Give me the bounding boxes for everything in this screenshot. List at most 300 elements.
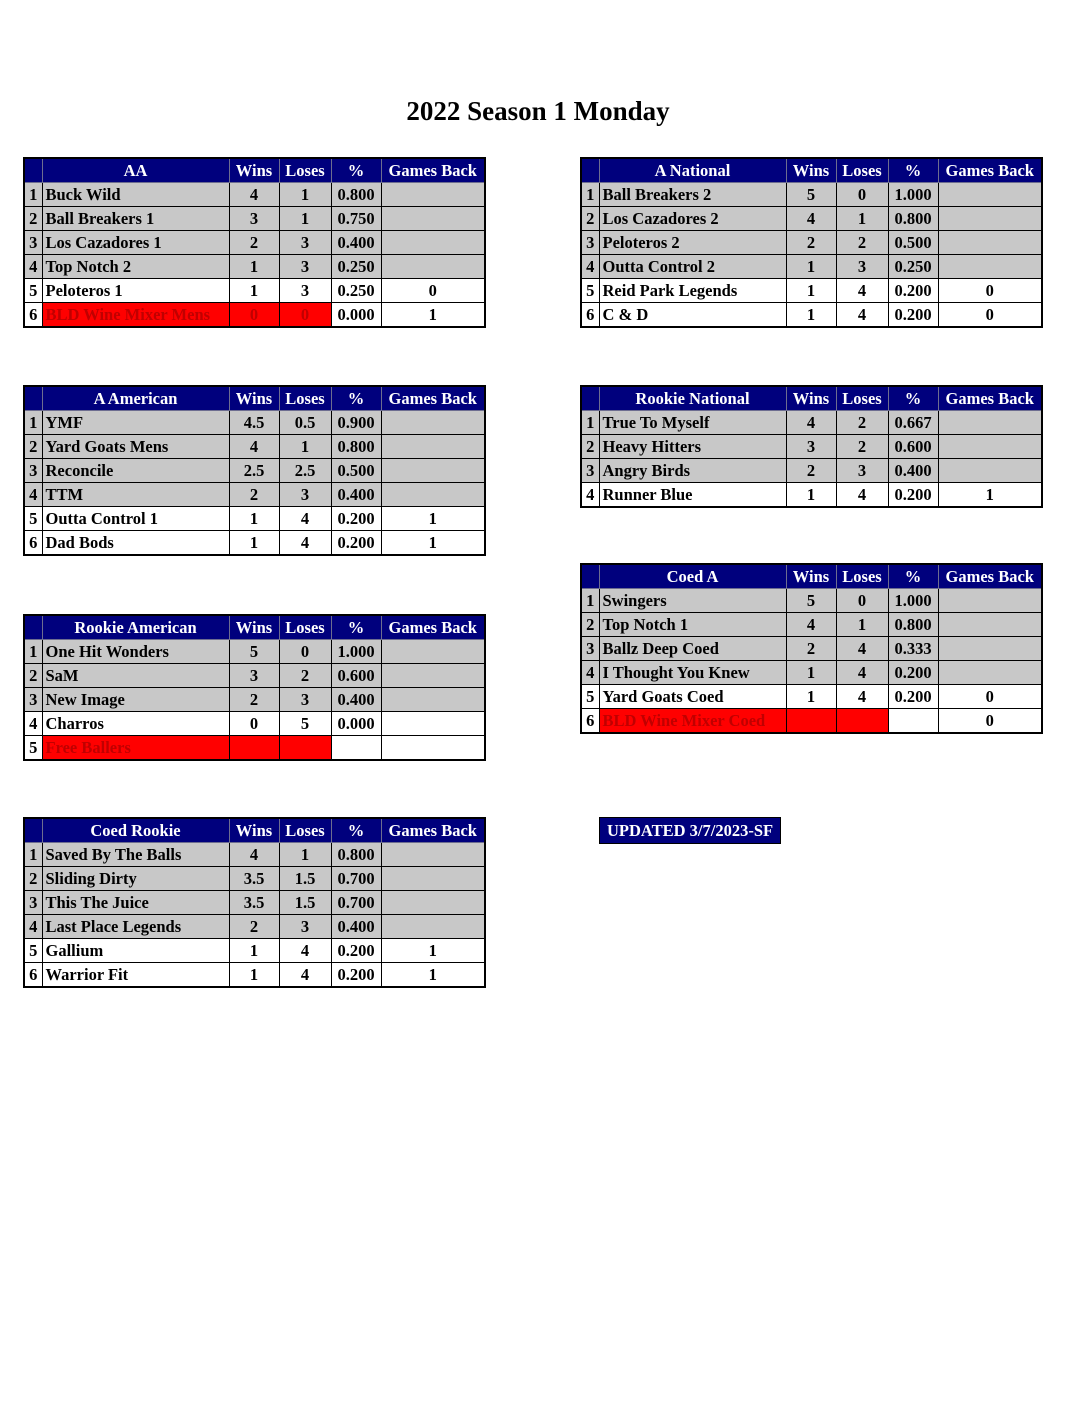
rank-cell: 6 (24, 531, 42, 556)
header-row (581, 386, 1042, 411)
team-name: True To Myself (599, 411, 786, 435)
rank-cell: 2 (581, 613, 599, 637)
loses-cell: 3 (836, 459, 888, 483)
team-name: Buck Wild (42, 183, 229, 207)
wins-cell (229, 736, 279, 761)
rank-cell: 1 (581, 589, 599, 613)
loses-cell: 2 (279, 664, 331, 688)
rank-cell: 3 (24, 231, 42, 255)
table-row (24, 531, 485, 556)
games-back-cell (381, 207, 485, 231)
games-back-cell (938, 231, 1042, 255)
games-back-cell (381, 915, 485, 939)
team-name: Swingers (599, 589, 786, 613)
wins-header: Wins (229, 615, 279, 640)
table-row (581, 435, 1042, 459)
games-back-header: Games Back (381, 158, 485, 183)
games-back-cell: 1 (381, 963, 485, 988)
wins-cell: 5 (786, 589, 836, 613)
rank-cell: 5 (24, 736, 42, 761)
rank-cell: 3 (581, 231, 599, 255)
table-row (581, 685, 1042, 709)
rank-cell: 4 (581, 661, 599, 685)
table-row (24, 939, 485, 963)
games-back-cell: 0 (938, 685, 1042, 709)
header-row (581, 158, 1042, 183)
rank-cell: 5 (581, 685, 599, 709)
division-name: Coed Rookie (42, 818, 229, 843)
games-back-cell (381, 411, 485, 435)
team-name: Free Ballers (42, 736, 229, 761)
loses-cell: 3 (279, 483, 331, 507)
division-name: A American (42, 386, 229, 411)
games-back-cell (381, 867, 485, 891)
loses-cell: 4 (836, 303, 888, 328)
team-name: Outta Control 1 (42, 507, 229, 531)
wins-cell: 3 (229, 207, 279, 231)
updated-badge: UPDATED 3/7/2023-SF (599, 817, 781, 844)
games-back-cell: 1 (938, 483, 1042, 508)
loses-cell: 4 (279, 963, 331, 988)
pct-cell: 0.400 (888, 459, 938, 483)
loses-cell: 4 (279, 531, 331, 556)
pct-header: % (888, 564, 938, 589)
team-name: C & D (599, 303, 786, 328)
rank-header (581, 386, 599, 411)
loses-cell: 0 (836, 183, 888, 207)
pct-cell: 0.800 (888, 207, 938, 231)
table-row (24, 688, 485, 712)
rank-cell: 2 (24, 867, 42, 891)
games-back-header: Games Back (938, 564, 1042, 589)
pct-cell: 0.700 (331, 867, 381, 891)
team-name: Reconcile (42, 459, 229, 483)
team-name: Runner Blue (599, 483, 786, 508)
rank-cell: 1 (24, 183, 42, 207)
rank-cell: 2 (24, 664, 42, 688)
pct-cell: 0.400 (331, 688, 381, 712)
wins-cell: 0 (229, 712, 279, 736)
division-name: A National (599, 158, 786, 183)
wins-header: Wins (229, 158, 279, 183)
wins-cell: 4 (786, 207, 836, 231)
table-row (24, 483, 485, 507)
pct-header: % (888, 386, 938, 411)
loses-cell: 4 (836, 661, 888, 685)
pct-cell: 0.200 (331, 531, 381, 556)
table-row (24, 183, 485, 207)
rank-cell: 1 (24, 640, 42, 664)
table-row (24, 231, 485, 255)
wins-header: Wins (229, 818, 279, 843)
team-name: Saved By The Balls (42, 843, 229, 867)
games-back-cell (938, 459, 1042, 483)
loses-cell: 0 (279, 640, 331, 664)
pct-header: % (331, 818, 381, 843)
rank-cell: 3 (581, 637, 599, 661)
team-name: This The Juice (42, 891, 229, 915)
standings-table-rookie-american (23, 614, 486, 761)
table-row (24, 207, 485, 231)
header-row (24, 818, 485, 843)
pct-cell: 0.000 (331, 303, 381, 328)
loses-cell: 3 (279, 915, 331, 939)
pct-cell: 0.250 (331, 255, 381, 279)
pct-header: % (331, 386, 381, 411)
pct-cell: 0.200 (331, 963, 381, 988)
pct-cell: 1.000 (331, 640, 381, 664)
rank-cell: 3 (24, 459, 42, 483)
loses-cell: 5 (279, 712, 331, 736)
loses-cell: 0 (279, 303, 331, 328)
wins-cell: 5 (229, 640, 279, 664)
header-row (581, 564, 1042, 589)
team-name: Warrior Fit (42, 963, 229, 988)
wins-cell: 0 (229, 303, 279, 328)
games-back-cell (381, 183, 485, 207)
pct-cell: 0.333 (888, 637, 938, 661)
pct-cell: 0.200 (888, 685, 938, 709)
wins-cell: 2 (229, 231, 279, 255)
standings-table-aa (23, 157, 486, 328)
rank-cell: 3 (24, 891, 42, 915)
rank-cell: 4 (581, 483, 599, 508)
rank-cell: 2 (581, 207, 599, 231)
games-back-cell: 1 (381, 531, 485, 556)
table-row (581, 411, 1042, 435)
team-name: One Hit Wonders (42, 640, 229, 664)
table-row (581, 613, 1042, 637)
pct-cell: 0.667 (888, 411, 938, 435)
table-row (24, 411, 485, 435)
games-back-cell: 1 (381, 303, 485, 328)
wins-cell (786, 709, 836, 734)
wins-cell: 1 (229, 939, 279, 963)
games-back-header: Games Back (381, 615, 485, 640)
table-row (581, 255, 1042, 279)
table-row (581, 483, 1042, 508)
loses-cell: 1 (279, 183, 331, 207)
loses-cell (836, 709, 888, 734)
table-row (24, 303, 485, 328)
loses-cell: 3 (279, 255, 331, 279)
header-row (24, 386, 485, 411)
loses-header: Loses (836, 158, 888, 183)
loses-cell: 3 (279, 688, 331, 712)
loses-cell: 1 (279, 207, 331, 231)
games-back-cell (381, 231, 485, 255)
rank-cell: 1 (24, 843, 42, 867)
pct-cell: 0.200 (888, 483, 938, 508)
loses-cell: 1 (836, 613, 888, 637)
wins-cell: 2 (229, 915, 279, 939)
pct-cell: 0.600 (331, 664, 381, 688)
table-row (581, 231, 1042, 255)
loses-cell: 4 (279, 939, 331, 963)
loses-cell: 3 (836, 255, 888, 279)
wins-cell: 4 (229, 435, 279, 459)
header-row (24, 158, 485, 183)
loses-header: Loses (279, 158, 331, 183)
rank-cell: 2 (24, 207, 42, 231)
team-name: Dad Bods (42, 531, 229, 556)
standings-table-coed-a (580, 563, 1043, 734)
pct-cell: 0.200 (331, 507, 381, 531)
table-row (24, 255, 485, 279)
pct-cell (888, 709, 938, 734)
pct-cell: 0.400 (331, 231, 381, 255)
loses-cell: 4 (836, 279, 888, 303)
team-name: Top Notch 1 (599, 613, 786, 637)
rank-cell: 6 (24, 303, 42, 328)
games-back-cell (938, 435, 1042, 459)
games-back-cell (381, 736, 485, 761)
table-row (581, 709, 1042, 734)
wins-header: Wins (786, 158, 836, 183)
loses-header: Loses (836, 386, 888, 411)
wins-cell: 3 (229, 664, 279, 688)
wins-cell: 2 (229, 483, 279, 507)
rank-cell: 4 (24, 915, 42, 939)
games-back-cell (938, 589, 1042, 613)
team-name: Angry Birds (599, 459, 786, 483)
pct-cell: 1.000 (888, 183, 938, 207)
rank-cell: 2 (581, 435, 599, 459)
games-back-cell (381, 891, 485, 915)
rank-cell: 1 (581, 183, 599, 207)
pct-header: % (331, 158, 381, 183)
team-name: Los Cazadores 2 (599, 207, 786, 231)
games-back-cell: 1 (381, 507, 485, 531)
loses-cell: 0 (836, 589, 888, 613)
team-name: Reid Park Legends (599, 279, 786, 303)
loses-cell: 4 (279, 507, 331, 531)
games-back-cell: 0 (381, 279, 485, 303)
rank-header (24, 818, 42, 843)
rank-cell: 2 (24, 435, 42, 459)
rank-cell: 6 (24, 963, 42, 988)
games-back-cell: 0 (938, 279, 1042, 303)
pct-cell: 0.500 (331, 459, 381, 483)
team-name: Ball Breakers 2 (599, 183, 786, 207)
games-back-cell (938, 613, 1042, 637)
team-name: BLD Wine Mixer Mens (42, 303, 229, 328)
table-row (581, 207, 1042, 231)
header-row (24, 615, 485, 640)
pct-cell: 0.000 (331, 712, 381, 736)
pct-cell: 0.500 (888, 231, 938, 255)
table-row (581, 303, 1042, 328)
pct-cell: 0.200 (888, 303, 938, 328)
standings-table-coed-rookie (23, 817, 486, 988)
rank-cell: 5 (24, 939, 42, 963)
wins-cell: 1 (786, 255, 836, 279)
pct-cell: 0.800 (331, 435, 381, 459)
rank-cell: 5 (581, 279, 599, 303)
rank-cell: 5 (24, 279, 42, 303)
loses-cell: 1.5 (279, 867, 331, 891)
pct-cell: 0.800 (888, 613, 938, 637)
pct-cell: 1.000 (888, 589, 938, 613)
table-row (581, 279, 1042, 303)
table-row (581, 589, 1042, 613)
team-name: Peloteros 2 (599, 231, 786, 255)
pct-cell: 0.200 (888, 661, 938, 685)
loses-cell: 2 (836, 231, 888, 255)
wins-cell: 4 (229, 183, 279, 207)
games-back-cell (381, 459, 485, 483)
rank-header (24, 158, 42, 183)
rank-header (581, 158, 599, 183)
loses-cell: 4 (836, 637, 888, 661)
team-name: Yard Goats Mens (42, 435, 229, 459)
loses-cell: 1.5 (279, 891, 331, 915)
rank-cell: 4 (24, 712, 42, 736)
pct-header: % (888, 158, 938, 183)
division-name: AA (42, 158, 229, 183)
page-title: 2022 Season 1 Monday (406, 96, 670, 126)
team-name: Heavy Hitters (599, 435, 786, 459)
games-back-cell (938, 255, 1042, 279)
pct-cell: 0.900 (331, 411, 381, 435)
team-name: New Image (42, 688, 229, 712)
wins-cell: 2 (786, 459, 836, 483)
table-row (24, 664, 485, 688)
table-row (24, 963, 485, 988)
wins-header: Wins (229, 386, 279, 411)
team-name: Gallium (42, 939, 229, 963)
loses-header: Loses (836, 564, 888, 589)
wins-cell: 4 (786, 613, 836, 637)
team-name: Peloteros 1 (42, 279, 229, 303)
division-name: Coed A (599, 564, 786, 589)
team-name: TTM (42, 483, 229, 507)
wins-cell: 4 (229, 843, 279, 867)
games-back-header: Games Back (938, 386, 1042, 411)
games-back-cell (381, 664, 485, 688)
table-row (24, 507, 485, 531)
loses-cell: 0.5 (279, 411, 331, 435)
team-name: Charros (42, 712, 229, 736)
table-row (24, 891, 485, 915)
team-name: Los Cazadores 1 (42, 231, 229, 255)
table-row (24, 459, 485, 483)
loses-cell: 2 (836, 411, 888, 435)
games-back-cell: 1 (381, 939, 485, 963)
loses-cell: 1 (279, 435, 331, 459)
standings-table-rookie-national (580, 385, 1043, 508)
games-back-cell (381, 640, 485, 664)
wins-cell: 3.5 (229, 891, 279, 915)
table-row (24, 843, 485, 867)
games-back-cell (381, 435, 485, 459)
wins-cell: 1 (229, 531, 279, 556)
team-name: Yard Goats Coed (599, 685, 786, 709)
wins-cell: 1 (229, 279, 279, 303)
rank-cell: 5 (24, 507, 42, 531)
pct-cell: 0.400 (331, 483, 381, 507)
team-name: Last Place Legends (42, 915, 229, 939)
table-row (24, 279, 485, 303)
wins-cell: 2 (229, 688, 279, 712)
pct-cell: 0.400 (331, 915, 381, 939)
division-name: Rookie National (599, 386, 786, 411)
games-back-cell (938, 637, 1042, 661)
table-row (24, 867, 485, 891)
rank-cell: 1 (581, 411, 599, 435)
wins-cell: 4 (786, 411, 836, 435)
games-back-header: Games Back (381, 818, 485, 843)
pct-cell: 0.250 (888, 255, 938, 279)
loses-cell: 4 (836, 483, 888, 508)
team-name: YMF (42, 411, 229, 435)
rank-cell: 3 (581, 459, 599, 483)
games-back-cell (938, 207, 1042, 231)
rank-cell: 4 (24, 483, 42, 507)
standings-table-a-american (23, 385, 486, 556)
wins-cell: 1 (786, 279, 836, 303)
rank-cell: 1 (24, 411, 42, 435)
rank-cell: 3 (24, 688, 42, 712)
division-name: Rookie American (42, 615, 229, 640)
games-back-cell (938, 411, 1042, 435)
loses-header: Loses (279, 615, 331, 640)
games-back-cell (381, 483, 485, 507)
wins-cell: 3.5 (229, 867, 279, 891)
loses-cell: 1 (836, 207, 888, 231)
team-name: SaM (42, 664, 229, 688)
rank-header (24, 615, 42, 640)
games-back-cell: 0 (938, 709, 1042, 734)
rank-header (24, 386, 42, 411)
team-name: BLD Wine Mixer Coed (599, 709, 786, 734)
loses-cell: 4 (836, 685, 888, 709)
table-row (24, 712, 485, 736)
wins-cell: 1 (786, 303, 836, 328)
table-row (24, 435, 485, 459)
games-back-header: Games Back (938, 158, 1042, 183)
pct-cell: 0.200 (888, 279, 938, 303)
rank-cell: 4 (581, 255, 599, 279)
pct-cell: 0.750 (331, 207, 381, 231)
games-back-cell (381, 688, 485, 712)
wins-header: Wins (786, 386, 836, 411)
table-row (24, 640, 485, 664)
table-row (581, 637, 1042, 661)
team-name: Ball Breakers 1 (42, 207, 229, 231)
loses-header: Loses (279, 386, 331, 411)
pct-cell: 0.800 (331, 183, 381, 207)
wins-cell: 2 (786, 637, 836, 661)
team-name: Sliding Dirty (42, 867, 229, 891)
table-row (581, 459, 1042, 483)
loses-cell: 2 (836, 435, 888, 459)
team-name: Top Notch 2 (42, 255, 229, 279)
table-row (24, 736, 485, 761)
games-back-cell (381, 255, 485, 279)
pct-header: % (331, 615, 381, 640)
rank-cell: 6 (581, 303, 599, 328)
table-row (581, 661, 1042, 685)
games-back-cell (381, 843, 485, 867)
wins-cell: 5 (786, 183, 836, 207)
wins-cell: 1 (786, 685, 836, 709)
pct-cell: 0.800 (331, 843, 381, 867)
team-name: Outta Control 2 (599, 255, 786, 279)
wins-header: Wins (786, 564, 836, 589)
wins-cell: 1 (229, 255, 279, 279)
loses-cell: 1 (279, 843, 331, 867)
